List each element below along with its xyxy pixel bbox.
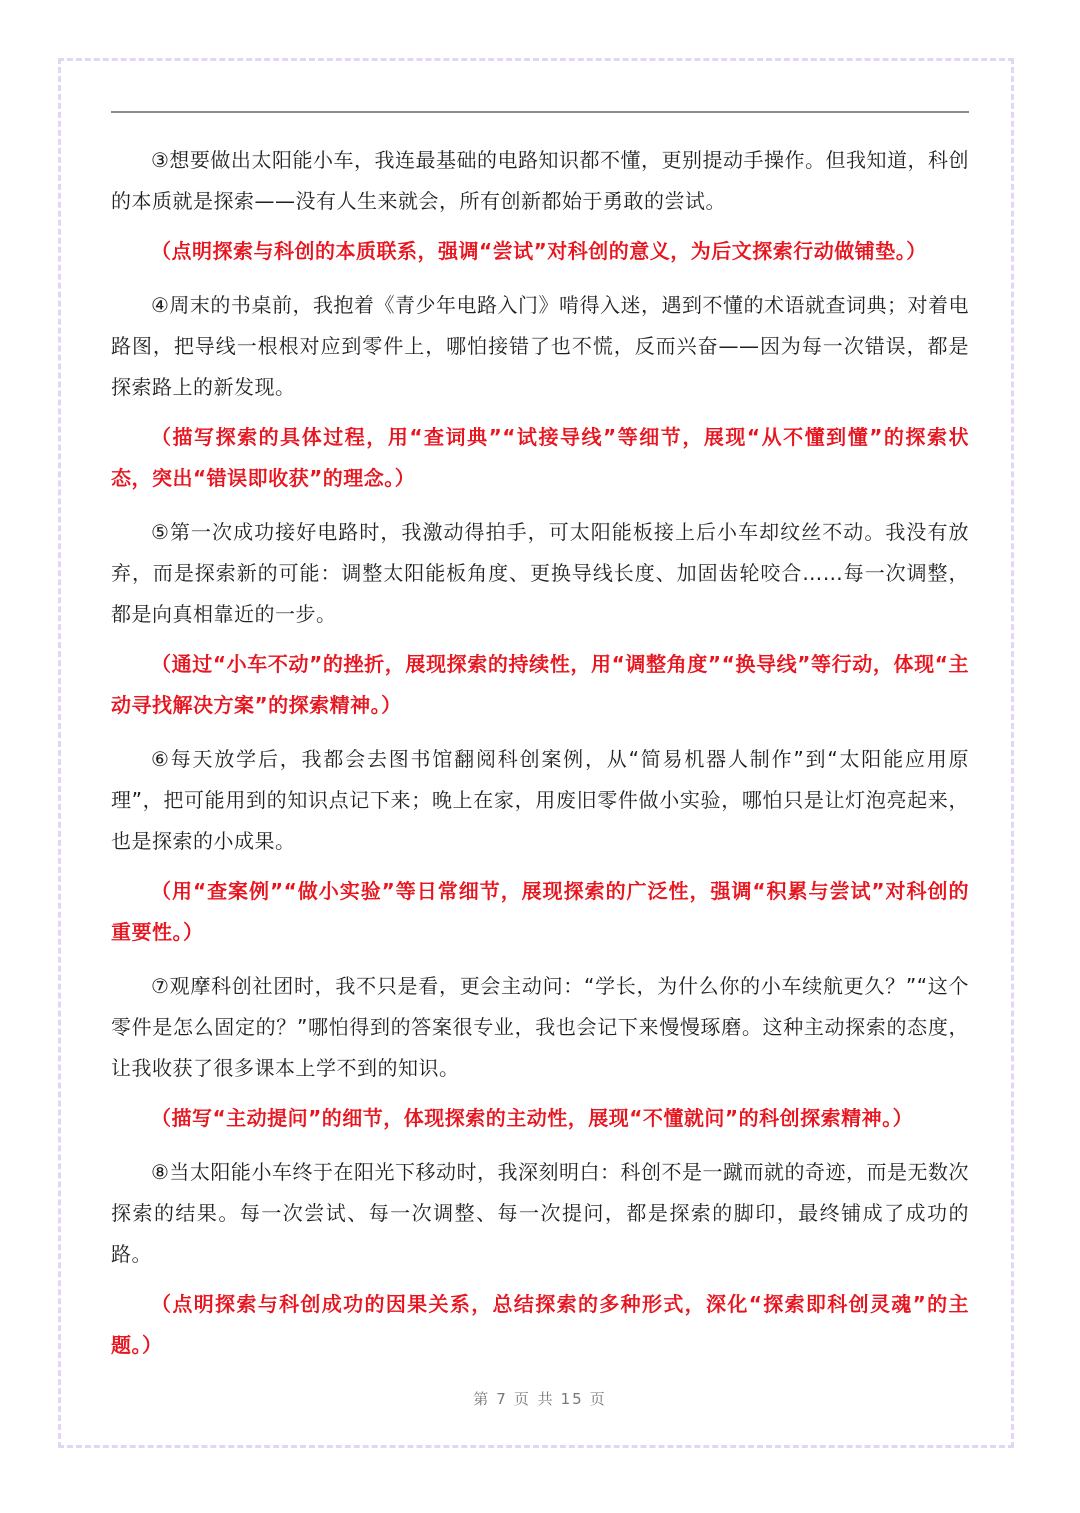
annotation-8: （点明探索与科创成功的因果关系，总结探索的多种形式，深化“探索即科创灵魂”的主题。） [111,1292,969,1357]
annotation-4: （描写探索的具体过程，用“查词典”“试接导线”等细节，展现“从不懂到懂”的探索状态，突出“错误即收获”的理念。） [111,425,969,490]
page-number-footer [0,1388,1080,1409]
paragraph-3: ③想要做出太阳能小车，我连最基础的电路知识都不懂，更别提动手操作。但我知道，科创的本质就是探索——没有人生来就会，所有创新都始于勇敢的尝试。 [111,148,969,213]
paragraph-6: ⑥每天放学后，我都会去图书馆翻阅科创案例，从“简易机器人制作”到“太阳能应用原理”，把可能用到的知识点记下来；晚上在家，用废旧零件做小实验，哪怕只是让灯泡亮起来，也是探索的小成果。 [111,747,969,853]
paragraph-7: ⑦观摩科创社团时，我不只是看，更会主动问：“学长，为什么你的小车续航更久？”“这个零件是怎么固定的？”哪怕得到的答案很专业，我也会记下来慢慢琢磨。这种主动探索的态度，让我收获了很多课本上学不到的知识。 [111,974,969,1080]
annotation-6: （用“查案例”“做小实验”等日常细节，展现探索的广泛性，强调“积累与尝试”对科创的重要性。） [111,879,969,944]
annotation-7: （描写“主动提问”的细节，体现探索的主动性，展现“不懂就问”的科创探索精神。） [151,1106,914,1130]
paragraph-5: ⑤第一次成功接好电路时，我激动得拍手，可太阳能板接上后小车却纹丝不动。我没有放弃，而是探索新的可能：调整太阳能板角度、更换导线长度、加固齿轮咬合……每一次调整，都是向真相靠近的一步。 [111,520,969,626]
annotation-3: （点明探索与科创的本质联系，强调“尝试”对科创的意义，为后文探索行动做铺垫。） [151,239,927,263]
footer-suffix: 页 [589,1390,607,1408]
document-body [111,140,969,1379]
footer-page-number: 7 [496,1390,508,1408]
annotation-5: （通过“小车不动”的挫折，展现探索的持续性，用“调整角度”“换导线”等行动，体现“主动寻找解决方案”的探索精神。） [111,652,969,717]
header-rule [111,111,969,113]
paragraph-8: ⑧当太阳能小车终于在阳光下移动时，我深刻明白：科创不是一蹴而就的奇迹，而是无数次探索的结果。每一次尝试、每一次调整、每一次提问，都是探索的脚印，最终铺成了成功的路。 [111,1160,969,1266]
footer-prefix: 第 [473,1390,491,1408]
footer-total-pages: 15 [560,1390,584,1408]
paragraph-4: ④周末的书桌前，我抱着《青少年电路入门》啃得入迷，遇到不懂的术语就查词典；对着电路图，把导线一根根对应到零件上，哪怕接错了也不慌，反而兴奋——因为每一次错误，都是探索路上的新发现。 [111,293,969,399]
footer-middle: 页 共 [513,1390,555,1408]
